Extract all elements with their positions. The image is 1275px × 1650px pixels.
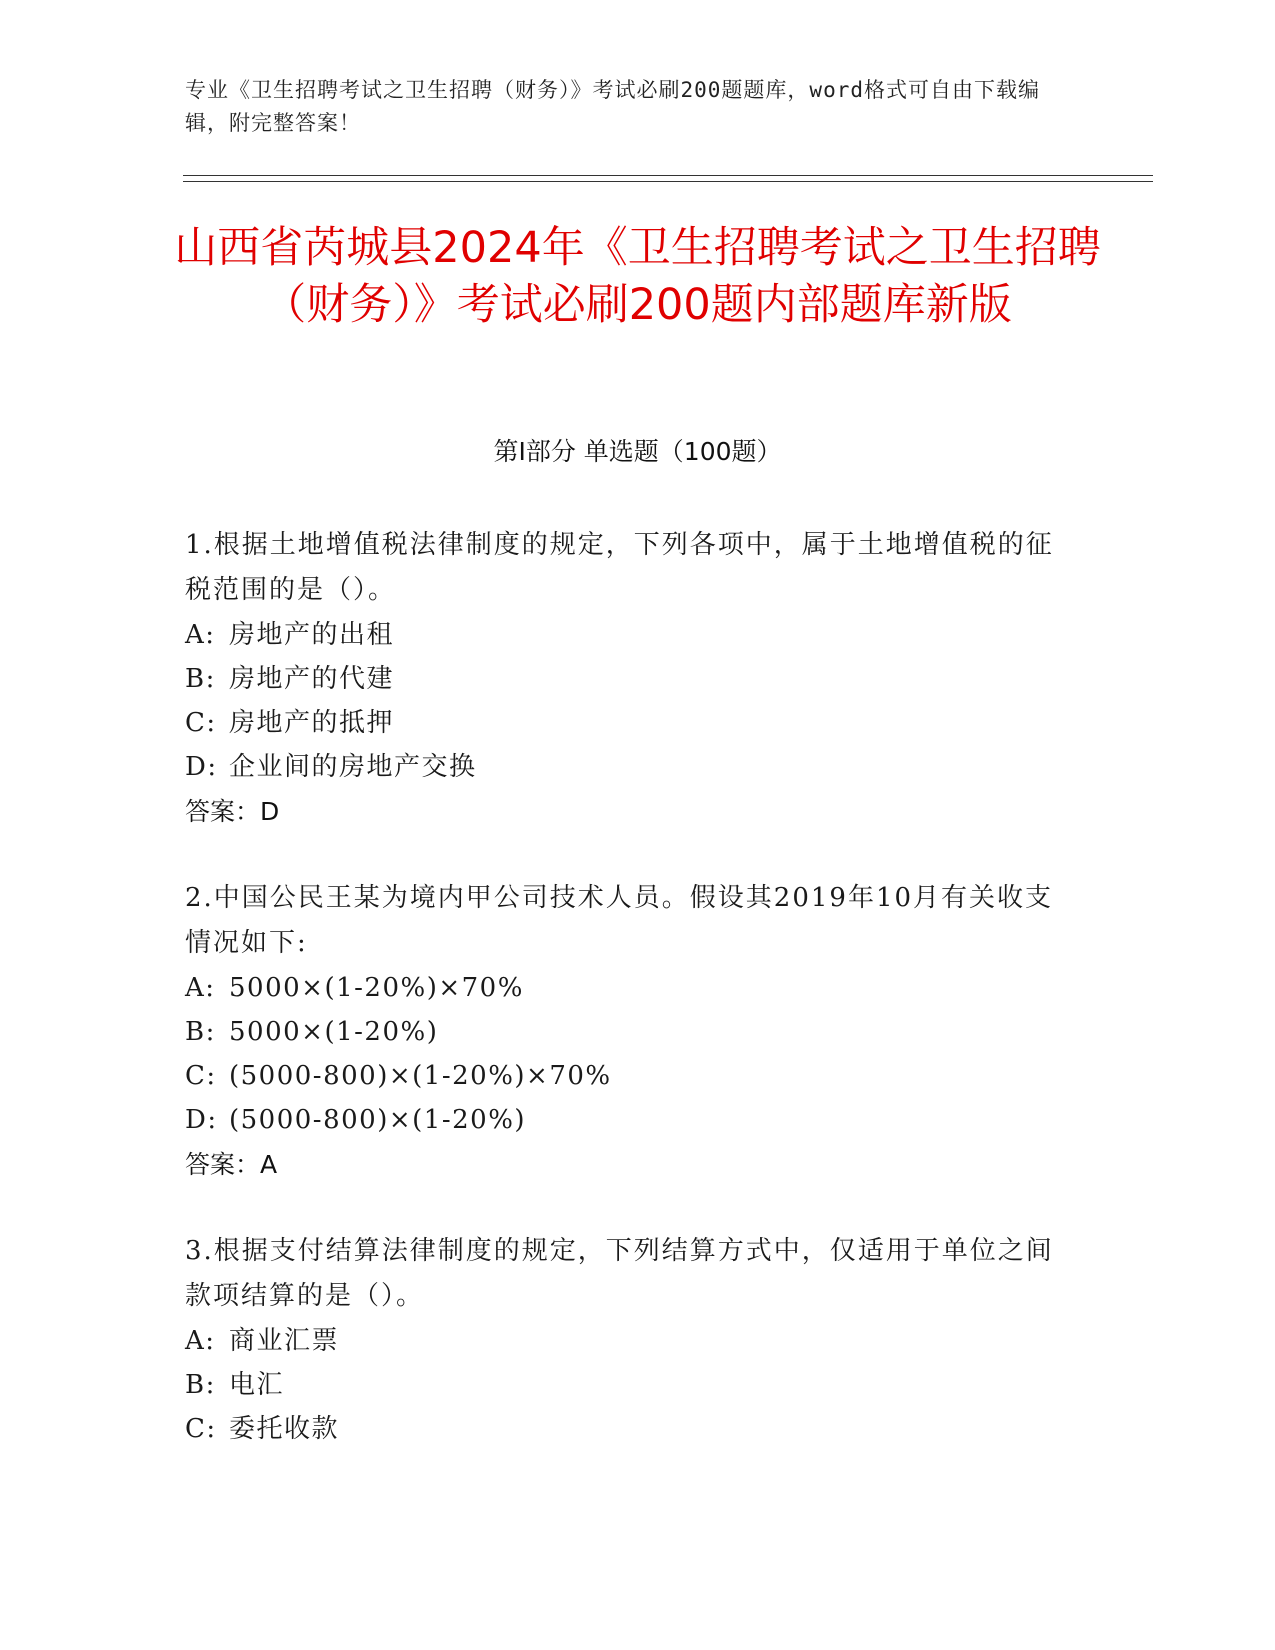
option-key: B: [185,1370,216,1400]
option-c [185,1407,1065,1451]
option-text: 5000×(1-20%)×70% [229,973,524,1003]
answer: 答案：A [185,1150,278,1179]
option-key: B: [185,1017,216,1047]
option-text: 企业间的房地产交换 [229,752,477,782]
option-a [185,613,1065,657]
question-3 [185,1229,1065,1451]
option-key: C: [185,708,217,738]
question-text: 1.根据土地增值税法律制度的规定，下列各项中，属于土地增值税的征税范围的是（）。 [185,530,1054,605]
option-text: 房地产的出租 [229,620,395,650]
question-text: 3.根据支付结算法律制度的规定，下列结算方式中，仅适用于单位之间款项结算的是（）。 [185,1236,1054,1311]
option-text: 房地产的抵押 [229,708,395,738]
option-key: D: [185,1105,218,1135]
option-b [185,1363,1065,1407]
header-note: 专业《卫生招聘考试之卫生招聘（财务）》考试必刷200题题库，word格式可自由下载编辑，附完整答案！ [185,78,1040,135]
option-a [185,966,1065,1010]
question-2 [185,876,1065,1188]
option-c [185,701,1065,745]
option-text: (5000-800)×(1-20%)×70% [229,1061,612,1091]
option-key: B: [185,664,216,694]
option-c [185,1054,1065,1098]
option-d [185,1098,1065,1142]
section-title: 第Ⅰ部分 单选题（100题） [493,437,782,466]
question-text: 2.中国公民王某为境内甲公司技术人员。假设其2019年10月有关收支情况如下: [185,883,1054,958]
option-text: 委托收款 [229,1414,340,1444]
option-key: A: [185,1326,216,1356]
question-1 [185,523,1065,835]
option-text: (5000-800)×(1-20%) [229,1105,527,1135]
option-key: A: [185,620,216,650]
question-list [185,523,1065,1492]
option-text: 房地产的代建 [229,664,395,694]
header-rule-top [183,175,1153,176]
option-b [185,657,1065,701]
option-key: C: [185,1414,217,1444]
option-text: 商业汇票 [229,1326,340,1356]
option-text: 电汇 [229,1370,285,1400]
option-a [185,1319,1065,1363]
header-rule-bottom [183,181,1153,182]
option-d [185,745,1065,789]
answer: 答案：D [185,797,280,826]
option-key: C: [185,1061,217,1091]
document-title: 山西省芮城县2024年《卫生招聘考试之卫生招聘（财务）》考试必刷200题内部题库新版 [174,223,1101,330]
option-key: A: [185,973,216,1003]
option-b [185,1010,1065,1054]
option-key: D: [185,752,218,782]
option-text: 5000×(1-20%) [229,1017,439,1047]
